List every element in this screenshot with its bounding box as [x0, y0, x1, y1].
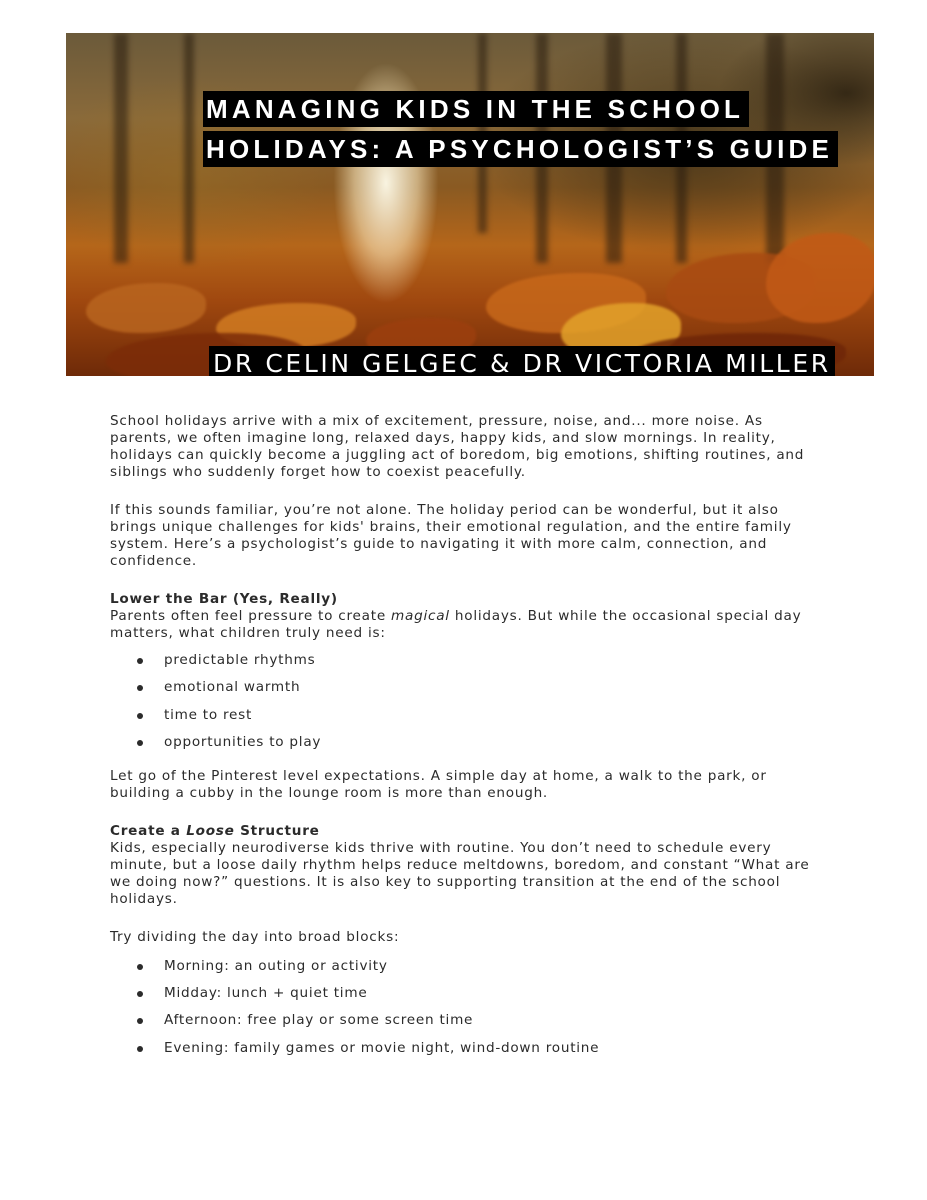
intro-paragraph-2: If this sounds familiar, you’re not alone. The holiday period can be wonderful, but it also brings unique challenges for kids' brains, their emotional regulation, and the entire family system. Here’s a psychologist’s guide to navigating it with more calm, connection, and confidence.	[110, 502, 792, 569]
section1-text-before: Parents often feel pressure to create	[110, 608, 391, 624]
section1-closing: Let go of the Pinterest level expectations. A simple day at home, a walk to the park, or building a cubby in the lounge room is more than enough.	[110, 767, 767, 801]
title-line-1: MANAGING KIDS IN THE SCHOOL	[203, 91, 749, 127]
list-item: Afternoon: free play or some screen time	[110, 1012, 825, 1029]
list-item: opportunities to play	[110, 734, 825, 751]
list-item: time to rest	[110, 707, 825, 724]
list-item: predictable rhythms	[110, 652, 825, 669]
article-title	[203, 90, 838, 170]
section1-text-after: holidays. But while the occasional special day matters, what children truly need is:	[110, 608, 802, 641]
intro-paragraph-1: School holidays arrive with a mix of excitement, pressure, noise, and... more noise. As parents, we often imagine long, relaxed days, happy kids, and slow mornings. In reality, holidays can quickly become a juggling act of boredom, big emotions, shifting routines, and siblings who suddenly forget how to coexist peacefully.	[110, 413, 805, 480]
list-item: emotional warmth	[110, 679, 825, 696]
needs-list	[110, 652, 825, 751]
section2-try-line: Try dividing the day into broad blocks:	[110, 928, 400, 945]
list-item: Evening: family games or movie night, wind-down routine	[110, 1040, 825, 1057]
section2-heading-before: Create a	[110, 822, 187, 839]
author-names: DR CELIN GELGEC & DR VICTORIA MILLER	[209, 346, 835, 376]
section2-heading-after: Structure	[234, 822, 320, 839]
day-blocks-list	[110, 958, 825, 1057]
section-heading-loose-structure	[110, 823, 825, 840]
section-heading-lower-the-bar: Lower the Bar (Yes, Really)	[110, 591, 338, 607]
section1-paragraph	[110, 608, 825, 642]
article-body	[110, 413, 825, 1067]
list-item: Midday: lunch + quiet time	[110, 985, 825, 1002]
list-item: Morning: an outing or activity	[110, 958, 825, 975]
section2-heading-emphasis: Loose	[186, 822, 235, 839]
section2-paragraph: Kids, especially neurodiverse kids thrive with routine. You don’t need to schedule every minute, but a loose daily rhythm helps reduce meltdowns, boredom, and constant “What are we doing now?” questions. It is also key to supporting transition at the end of the school holidays.	[110, 839, 810, 907]
section1-text-emphasis: magical	[391, 608, 450, 624]
hero-banner-autumn-leaves	[66, 33, 874, 376]
title-line-2: HOLIDAYS: A PSYCHOLOGIST’S GUIDE	[203, 131, 838, 167]
